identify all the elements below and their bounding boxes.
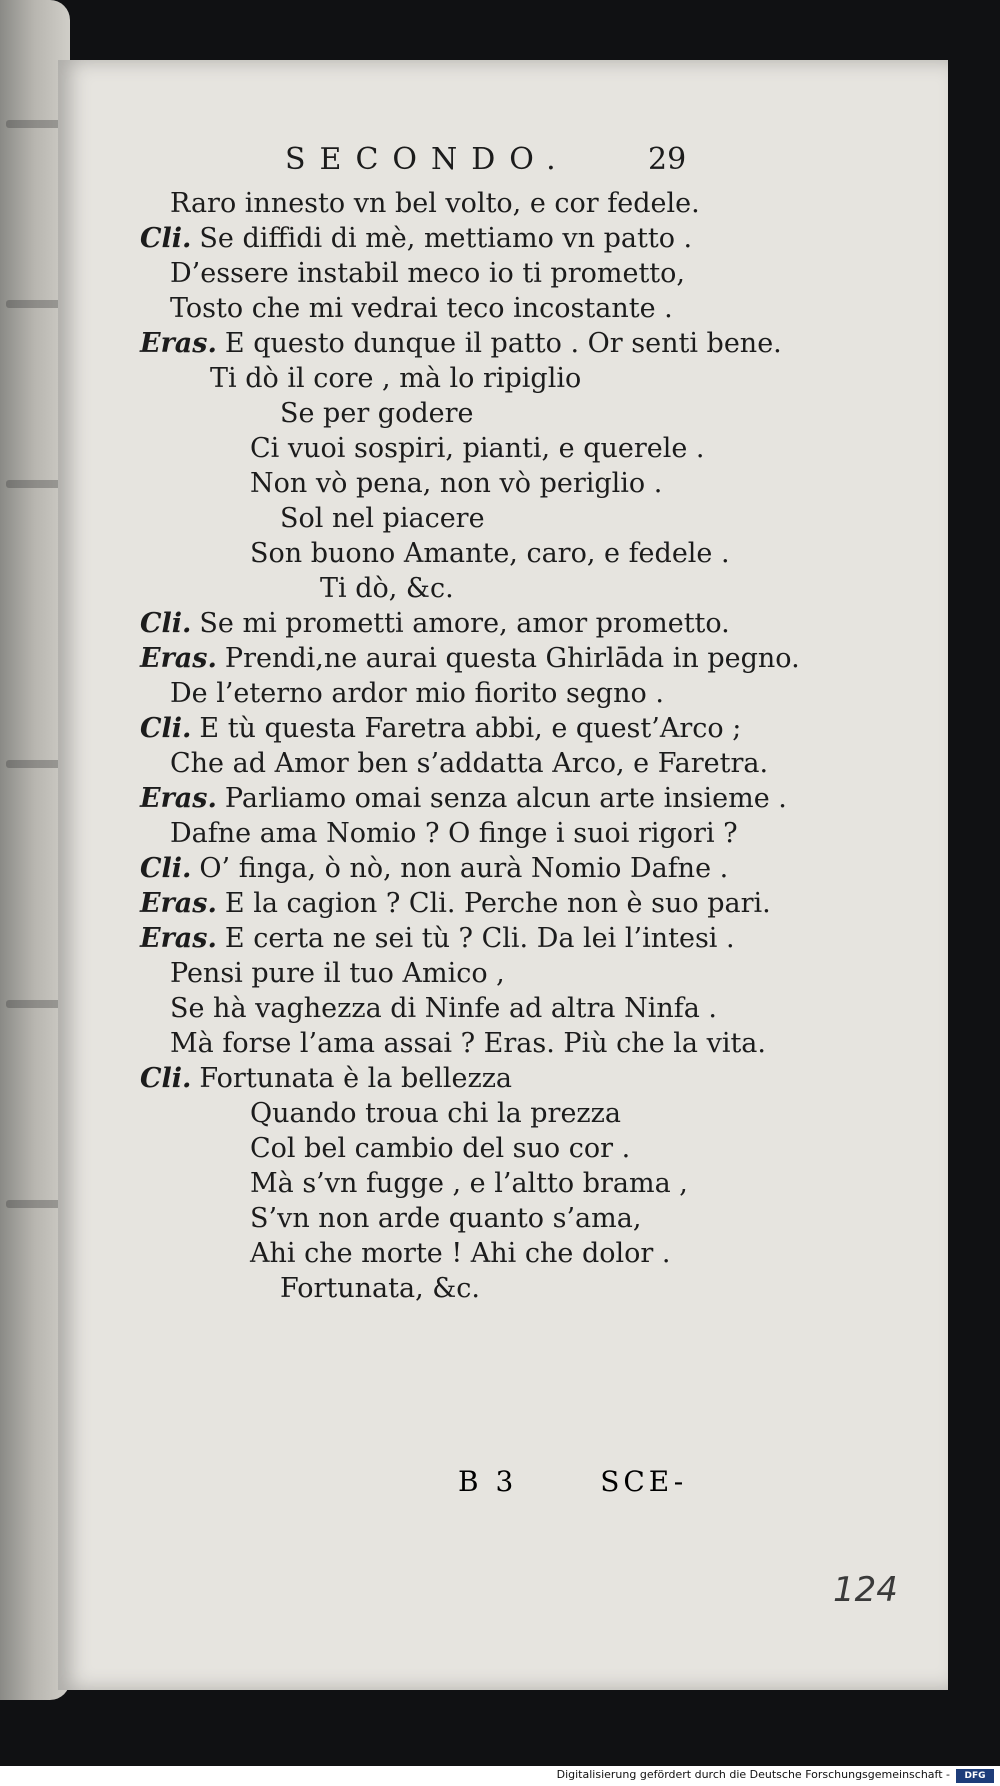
verse-line xyxy=(140,1131,860,1166)
facing-page-bleed xyxy=(6,1200,61,1208)
page-footer xyxy=(458,1465,687,1498)
verse-line xyxy=(140,256,860,291)
line-text: Ti dò, &c. xyxy=(320,573,454,604)
line-text: E certa ne sei tù ? Cli. Da lei l’intesi . xyxy=(224,923,735,954)
line-text: Tosto che mi vedrai teco incostante . xyxy=(170,293,673,324)
line-text: Ti dò il core , mà lo ripiglio xyxy=(210,363,582,394)
verse-line xyxy=(140,221,860,256)
speaker-name: Cli. xyxy=(140,1063,192,1094)
line-text: De l’eterno ardor mio fiorito segno . xyxy=(170,678,664,709)
line-text: Mà forse l’ama assai ? Eras. Più che la vita. xyxy=(170,1028,766,1059)
line-text: E tù questa Faretra abbi, e quest’Arco ; xyxy=(199,713,742,744)
facing-page-bleed xyxy=(6,1000,61,1008)
verse-line xyxy=(140,186,860,221)
handwritten-folio-number: 124 xyxy=(833,1570,898,1610)
line-text: Se mi prometti amore, amor prometto. xyxy=(199,608,730,639)
line-text: Col bel cambio del suo cor . xyxy=(250,1133,631,1164)
line-text: Pensi pure il tuo Amico , xyxy=(170,958,505,989)
verse-line xyxy=(140,1061,860,1096)
verse-lines xyxy=(140,186,860,1306)
line-text: Ahi che morte ! Ahi che dolor . xyxy=(250,1238,671,1269)
line-text: Raro innesto vn bel volto, e cor fedele. xyxy=(170,188,700,219)
facing-page-bleed xyxy=(6,120,61,128)
verse-line xyxy=(140,641,860,676)
verse-line xyxy=(140,1271,860,1306)
credit-bar xyxy=(0,1766,1000,1786)
speaker-name: Eras. xyxy=(140,783,217,814)
page-text xyxy=(140,142,860,1306)
speaker-name: Cli. xyxy=(140,853,192,884)
verse-line xyxy=(140,396,860,431)
line-text: Son buono Amante, caro, e fedele . xyxy=(250,538,730,569)
verse-line xyxy=(140,1236,860,1271)
speaker-name: Eras. xyxy=(140,923,217,954)
speaker-name: Cli. xyxy=(140,223,192,254)
verse-line xyxy=(140,956,860,991)
verse-line xyxy=(140,536,860,571)
line-text: O’ finga, ò nò, non aurà Nomio Dafne . xyxy=(199,853,729,884)
verse-line xyxy=(140,1166,860,1201)
catchword: SCE- xyxy=(600,1465,688,1498)
page-header xyxy=(140,142,860,186)
line-text: Se hà vaghezza di Ninfe ad altra Ninfa . xyxy=(170,993,718,1024)
verse-line xyxy=(140,676,860,711)
verse-line xyxy=(140,501,860,536)
verse-line xyxy=(140,991,860,1026)
verse-line xyxy=(140,326,860,361)
line-text: Che ad Amor ben s’addatta Arco, e Faretra. xyxy=(170,748,769,779)
line-text: S’vn non arde quanto s’ama, xyxy=(250,1203,642,1234)
line-text: Parliamo omai senza alcun arte insieme . xyxy=(224,783,787,814)
speaker-name: Eras. xyxy=(140,888,217,919)
verse-line xyxy=(140,361,860,396)
line-text: Prendi,ne aurai questa Ghirlāda in pegno. xyxy=(224,643,800,674)
line-text: Se diffidi di mè, mettiamo vn patto . xyxy=(199,223,693,254)
verse-line xyxy=(140,1201,860,1236)
line-text: Dafne ama Nomio ? O finge i suoi rigori ? xyxy=(170,818,738,849)
verse-line xyxy=(140,291,860,326)
verse-line xyxy=(140,431,860,466)
facing-page-bleed xyxy=(6,480,61,488)
line-text: D’essere instabil meco io ti prometto, xyxy=(170,258,685,289)
verse-line xyxy=(140,1096,860,1131)
line-text: Ci vuoi sospiri, pianti, e querele . xyxy=(250,433,705,464)
speaker-name: Cli. xyxy=(140,713,192,744)
speaker-name: Eras. xyxy=(140,643,217,674)
verse-line xyxy=(140,606,860,641)
line-text: Se per godere xyxy=(280,398,474,429)
verse-line xyxy=(140,466,860,501)
digitization-credit: Digitalisierung gefördert durch die Deutsche Forschungsgemeinschaft - xyxy=(556,1768,950,1781)
verse-line xyxy=(140,1026,860,1061)
line-text: Fortunata, &c. xyxy=(280,1273,480,1304)
facing-page-bleed xyxy=(6,300,61,308)
line-text: Sol nel piacere xyxy=(280,503,485,534)
facing-page-bleed xyxy=(6,760,61,768)
page-number: 29 xyxy=(648,142,687,177)
signature-mark: B 3 xyxy=(458,1465,518,1498)
line-text: Quando troua chi la prezza xyxy=(250,1098,621,1129)
speaker-name: Eras. xyxy=(140,328,217,359)
verse-line xyxy=(140,851,860,886)
running-head: SECONDO. xyxy=(285,142,570,177)
verse-line xyxy=(140,886,860,921)
verse-line xyxy=(140,571,860,606)
speaker-name: Cli. xyxy=(140,608,192,639)
line-text: Fortunata è la bellezza xyxy=(199,1063,513,1094)
verse-line xyxy=(140,781,860,816)
book-page xyxy=(58,60,948,1690)
verse-line xyxy=(140,921,860,956)
verse-line xyxy=(140,746,860,781)
dfg-logo: DFG xyxy=(956,1769,994,1783)
line-text: Mà s’vn fugge , e l’altto brama , xyxy=(250,1168,688,1199)
line-text: E questo dunque il patto . Or senti bene. xyxy=(224,328,782,359)
verse-line xyxy=(140,711,860,746)
verse-line xyxy=(140,816,860,851)
line-text: E la cagion ? Cli. Perche non è suo pari. xyxy=(224,888,771,919)
line-text: Non vò pena, non vò periglio . xyxy=(250,468,663,499)
